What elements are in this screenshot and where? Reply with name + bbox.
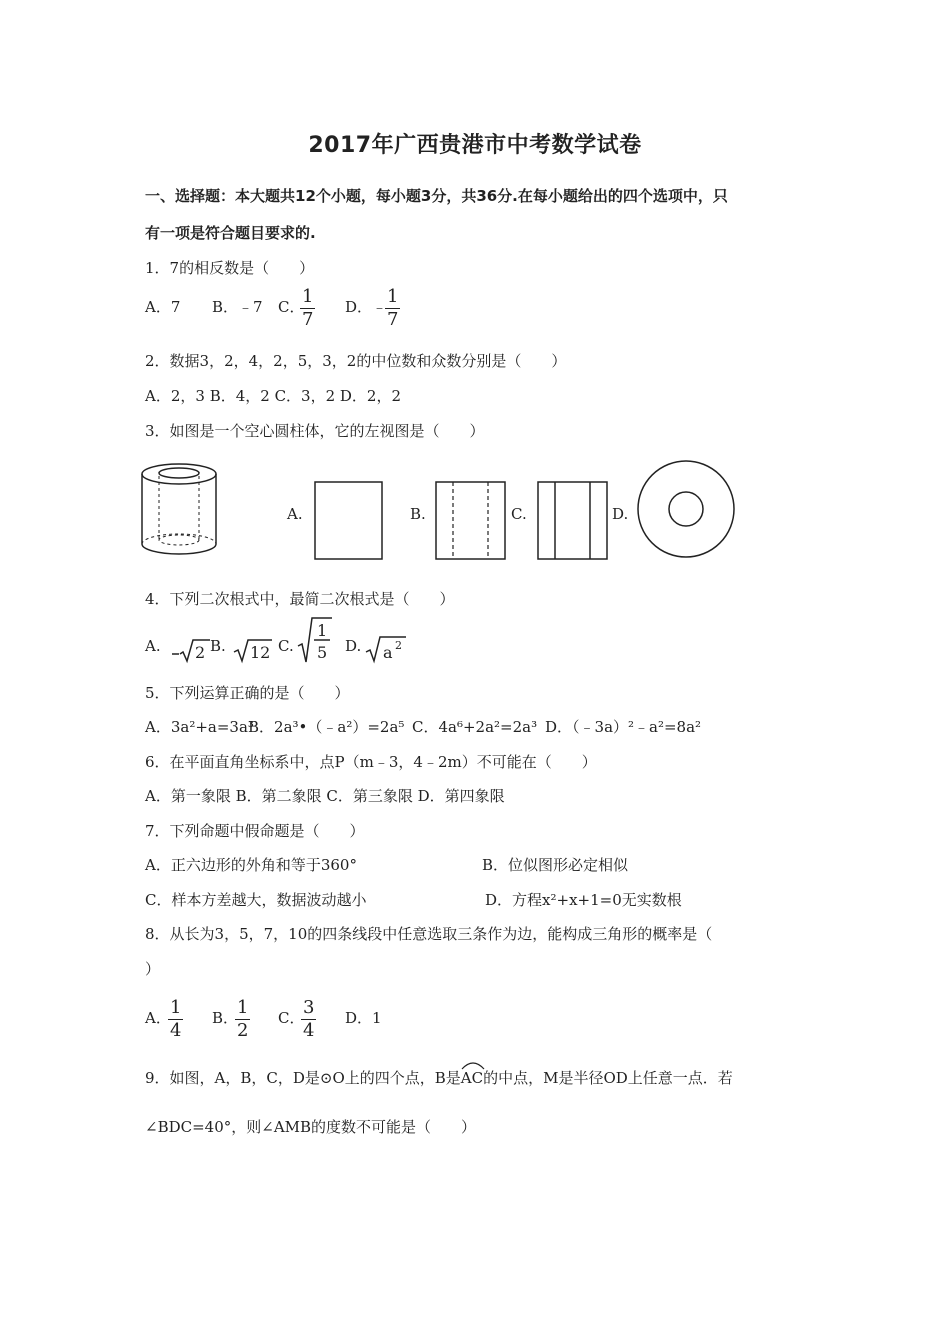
q9-stem-line2: ∠BDC=40°，则∠AMB的度数不可能是（ ） [145,1118,477,1136]
q4-stem: 4．下列二次根式中，最简二次根式是（ ） [145,590,455,608]
svg-text:12: 12 [250,643,271,662]
q2-options: A．2，3 B．4，2 C．3，2 D．2，2 [145,387,402,405]
q3-option-b-figure [435,481,507,561]
svg-text:2: 2 [395,639,402,652]
q3-option-a-figure [314,481,384,561]
q5-option-a: A．3a²+a=3a³ [145,718,254,736]
q8-option-b-label: B． [212,1009,239,1027]
section-heading-line1: 一、选择题：本大题共12个小题，每小题3分，共36分.在每小题给出的四个选项中，只 [145,187,728,205]
q3-option-b-label: B. [410,505,426,523]
q1-option-c-fraction [298,288,317,329]
q8-option-a-label: A． [145,1009,171,1027]
q7-option-d: D．方程x²+x+1=0无实数根 [485,891,682,909]
q7-stem: 7．下列命题中假命题是（ ） [145,822,365,840]
q4-option-c-label: C. [278,637,294,655]
q8-stem-line2: ） [145,960,161,978]
arc-mark-icon [461,1060,485,1070]
fraction-denominator: 4 [170,1020,182,1041]
q5-option-b: B．2a³•（﹣a²）=2a⁵ [248,718,405,736]
q3-option-c-figure [537,481,609,561]
q4-option-c-radical [298,616,336,664]
q9-stem-post: 的中点，M是半径OD上任意一点．若 [483,1069,733,1087]
q1-option-d-fraction [383,288,402,329]
fraction-denominator: 7 [302,309,314,330]
q7-option-c: C．样本方差越大，数据波动越小 [145,891,367,909]
fraction-numerator: 1 [302,286,314,307]
q4-option-d-label: D. [345,637,362,655]
q4-option-b-label: B. [210,637,226,655]
svg-text:1: 1 [317,621,328,640]
hollow-cylinder-figure [140,462,220,557]
q2-stem: 2．数据3，2，4，2，5，3，2的中位数和众数分别是（ ） [145,352,567,370]
q4-option-a-label: A. [145,637,161,655]
q8-option-a-fraction [166,999,185,1040]
q6-stem: 6．在平面直角坐标系中，点P（m﹣3，4﹣2m）不可能在（ ） [145,753,597,771]
q3-option-d-figure [636,458,736,560]
q8-option-c-label: C． [278,1009,305,1027]
q1-stem: 1．7的相反数是（ ） [145,259,315,277]
q1-option-d-label: D．﹣ [345,298,388,316]
q8-option-c-fraction [299,999,318,1040]
fraction-denominator: 4 [303,1020,315,1041]
q1-option-c-label: C． [278,298,305,316]
q8-option-b-fraction [233,999,252,1040]
q6-options: A．第一象限 B．第二象限 C．第三象限 D．第四象限 [145,787,505,805]
svg-text:5: 5 [317,643,328,662]
q3-option-c-label: C. [511,505,527,523]
q3-option-d-label: D. [612,505,629,523]
section-heading-line2: 有一项是符合题目要求的. [145,224,316,242]
q3-option-a-label: A. [287,505,303,523]
q5-option-c: C．4a⁶+2a²=2a³ [412,718,538,736]
fraction-numerator: 1 [237,997,249,1018]
fraction-numerator: 3 [303,997,315,1018]
q5-option-d: D．（﹣3a）²﹣a²=8a² [545,718,702,736]
fraction-denominator: 2 [237,1020,249,1041]
q9-stem-line1 [145,1067,733,1088]
fraction-numerator: 1 [387,286,399,307]
arc-label [461,1069,483,1087]
q7-option-a: A．正六边形的外角和等于360° [145,856,357,874]
q1-option-b: B．﹣7 [212,298,263,316]
q5-stem: 5．下列运算正确的是（ ） [145,684,350,702]
q1-option-a: A．7 [145,298,181,316]
svg-text:2: 2 [195,643,206,662]
q3-stem: 3．如图是一个空心圆柱体，它的左视图是（ ） [145,422,485,440]
page-title: 2017年广西贵港市中考数学试卷 [308,133,642,158]
q4-option-b-radical [234,636,274,664]
q8-option-d: D．1 [345,1009,382,1027]
q4-option-a-radical [172,636,212,664]
arc-text: AC [460,1069,484,1087]
q4-option-d-radical [366,634,408,664]
fraction-denominator: 7 [387,309,399,330]
q9-stem-pre: 9．如图，A，B，C，D是⊙O上的四个点，B是 [145,1069,461,1087]
svg-text:a: a [383,643,393,662]
q7-option-b: B．位似图形必定相似 [482,856,629,874]
q8-stem-line1: 8．从长为3，5，7，10的四条线段中任意选取三条作为边，能构成三角形的概率是（ [145,925,713,943]
fraction-numerator: 1 [170,997,182,1018]
